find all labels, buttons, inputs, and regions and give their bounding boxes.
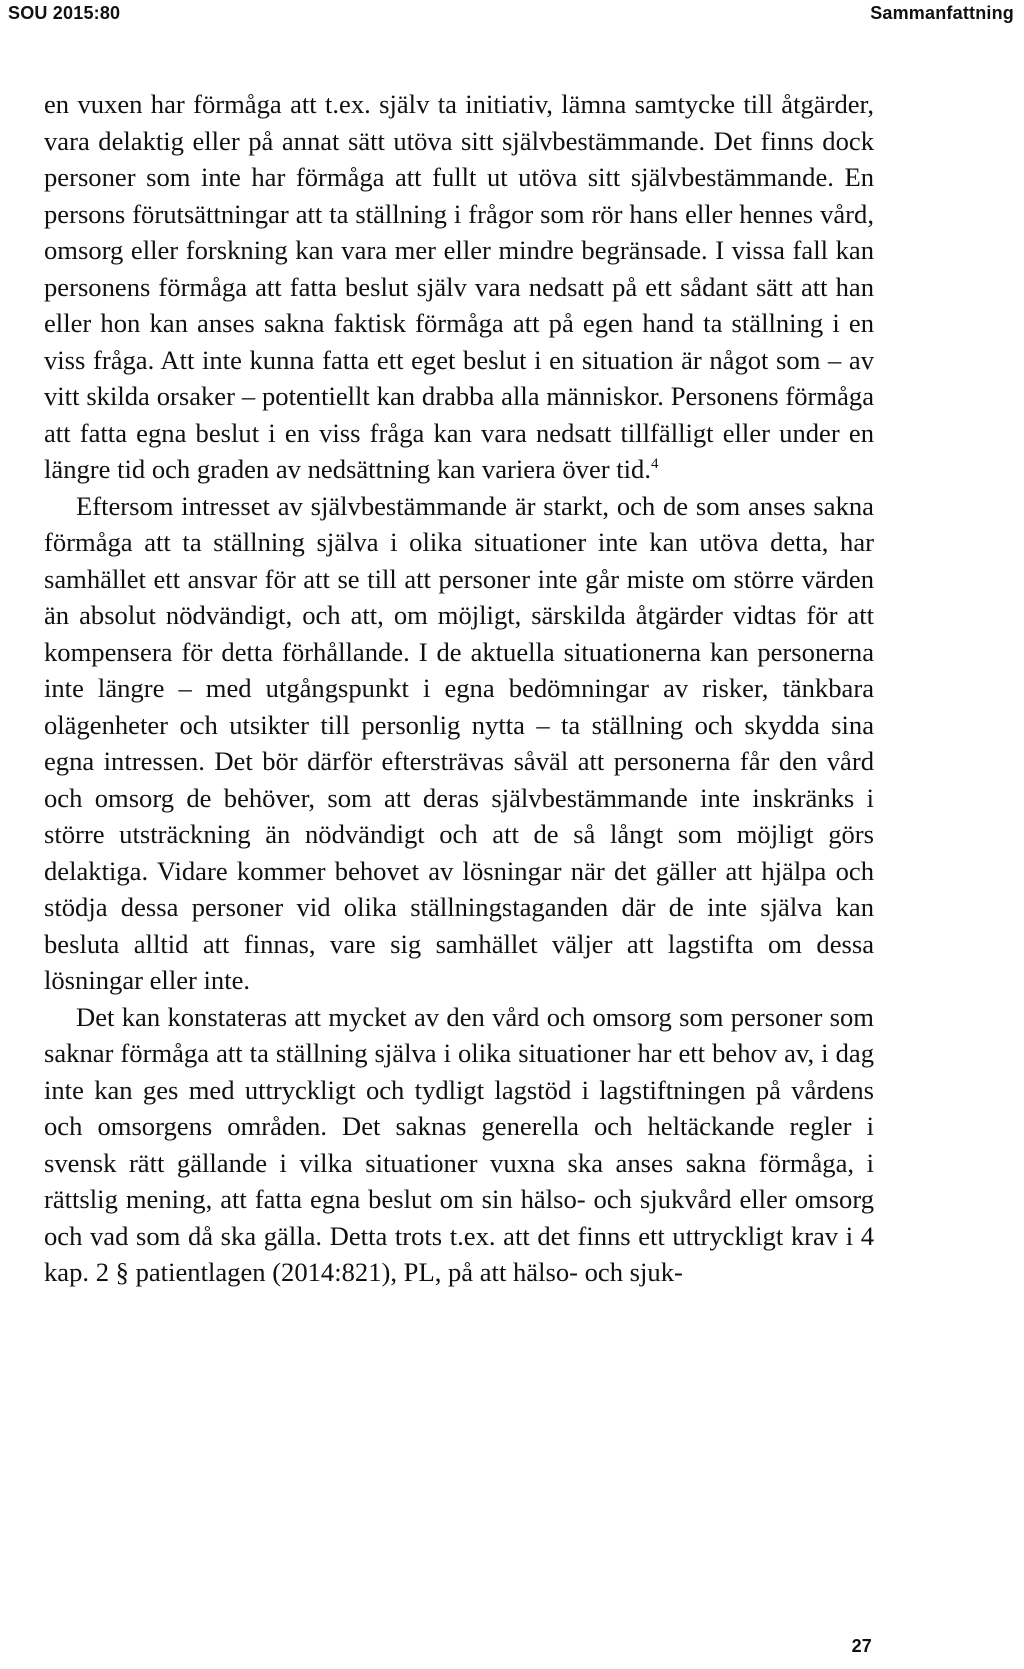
- paragraph-3: Det kan konstateras att mycket av den vård och omsorg som personer som saknar förmåga att ta ställning själva i olika situationer har ett behov av, i dag inte kan ges med uttryckligt och tydligt lagstöd i lagstiftningen på vårdens och omsorgens områden. Det saknas generella och heltäckande regler i svensk rätt gällande i vilka situationer vuxna ska anses sakna förmåga, i rättslig mening, att fatta egna beslut om sin hälso- och sjukvård eller omsorg och vad som då ska gälla. Detta trots t.ex. att det finns ett uttryckligt krav i 4 kap. 2 § patientlagen (2014:821), PL, på att hälso- och sjuk-: [44, 1001, 874, 1287]
- running-head-document-id: SOU 2015:80: [8, 3, 121, 23]
- paragraph-1: [44, 86, 874, 488]
- paragraph-1-text: en vuxen har förmåga att t.ex. själv ta initiativ, lämna samtycke till åtgärder, vara delaktig eller på annat sätt utöva sitt självbestämmande. Det finns dock personer som inte har förmåga att fullt ut utöva sitt självbestämmande. En persons förutsättningar att ta ställning i frågor som rör hans eller hennes vård, omsorg eller forskning kan vara mer eller mindre begränsade. I vissa fall kan personens förmåga att fatta beslut själv vara nedsatt på ett sådant sätt att han eller hon kan anses sakna faktisk förmåga att på egen hand ta ställning i en viss fråga. Att inte kunna fatta ett eget beslut i en situation är något som – av vitt skilda orsaker – potentiellt kan drabba alla människor. Personens förmåga att fatta egna beslut i en viss fråga kan vara nedsatt tillfälligt eller under en längre tid och graden av nedsättning kan variera över tid.: [44, 89, 874, 484]
- running-head-section-title: Sammanfattning: [870, 3, 1014, 23]
- footnote-reference[interactable]: 4: [651, 456, 659, 472]
- paragraph-2: Eftersom intresset av självbestämmande är starkt, och de som anses sakna förmåga att ta ställning själva i olika situationer inte kan utöva detta, har samhället ett ansvar för att se till att personer inte går miste om större värden än absolut nödvändigt, och att, om möjligt, särskilda åtgärder vidtas för att kompensera för detta förhållande. I de aktuella situationerna kan personerna inte längre – med utgångspunkt i egna bedömningar av risker, tänkbara olägenheter och utsikter till personlig nytta – ta ställning och skydda sina egna intressen. Det bör därför eftersträvas såväl att personerna får den vård och omsorg de behöver, som att deras självbestämmande inte inskränks i större utsträckning än nödvändigt och att de så långt som möjligt görs delaktiga. Vidare kommer behovet av lösningar när det gäller att hjälpa och stödja dessa personer vid olika ställningstaganden där de inte själva kan besluta alltid att finnas, vare sig samhället väljer att lagstifta om dessa lösningar eller inte.: [44, 490, 874, 995]
- page-number: 27: [851, 1636, 872, 1656]
- body-text: [44, 86, 874, 1291]
